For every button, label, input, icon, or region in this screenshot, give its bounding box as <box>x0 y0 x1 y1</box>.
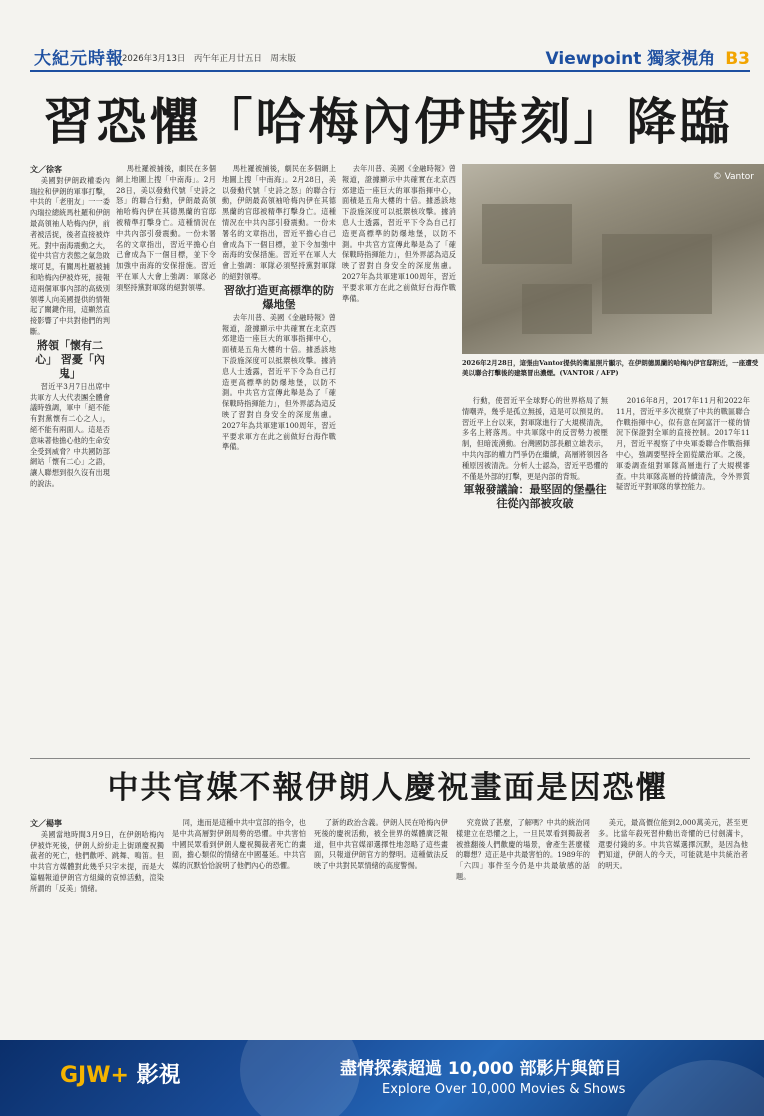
article2-paragraph: 究竟做了甚麼，了解嗎？中共的統治同樣建立在恐懼之上，一旦民眾看到獨裁者被推翻後人們歡慶的場景，會產生甚麼樣的聯想？這正是中共最害怕的。1989年的「六四」事件至今仍是中共最敏感的話題。 <box>456 818 590 881</box>
article2-paragraph: 美國當地時間3月9日，在伊朗哈梅內伊被炸死後，伊朗人紛紛走上街頭慶祝獨裁者的死亡，他們歡呼、跳舞、鳴笛。但中共官方媒體對此幾乎只字未提，而是大篇幅報道伊朗官方組織的哀悼活動，渲染所謂的「反美」情緒。 <box>30 829 164 893</box>
issue-date: 2026年3月13日 丙午年正月廿五日 周末版 <box>122 54 296 64</box>
article2-col4 <box>456 818 590 1032</box>
section-title <box>546 44 750 69</box>
article1-col2 <box>222 164 336 750</box>
photo-credit: © Vantor <box>712 172 754 182</box>
article1-paragraph: 行動，使習近平全球野心的世界格局了無情嘲弄，幾乎是孤立無援，這是可以預見的。習近平上台以來，對軍隊進行了大規模清洗，多名上將落馬。中共軍隊中的反習勢力被壓制，但暗流湧動。台灣國防部長顧立雄表示，中共內部的權力鬥爭仍在繼續，高層將領因各種原因被清洗。分析人士認為，習近平恐懼的不僅是外部的打擊，更是內部的背叛。 <box>462 396 608 481</box>
page-number: B3 <box>725 49 750 69</box>
section-divider <box>30 758 750 759</box>
ad-brand-zh: 影視 <box>136 1063 181 1088</box>
article1-paragraph: 美國對伊朗政權委內瑞拉和伊朗的軍事打擊，中共的「老朋友」一一委內瑞拉總統馬杜羅和伊朗最高領袖人哈梅內伊，前者被活捉，後者直接被炸死。對中南海震動之大，從中共官方表態之氣急敗壞可見，有關馬杜羅被捕和哈梅內伊被炸死，接報這兩個軍事內部的高級別領導人向美國提供的情報起了關鍵作用，這顯然直接影響了中共對他們的判斷。 <box>30 175 110 336</box>
advertisement-banner[interactable] <box>0 1040 764 1116</box>
ad-subtitle: Explore Over 10,000 Movies & Shows <box>382 1082 626 1097</box>
article2-col1 <box>30 818 164 1032</box>
section-en: Viewpoint <box>545 49 642 69</box>
main-headline: 習恐懼「哈梅內伊時刻」降臨 <box>43 93 733 151</box>
article1-paragraph: 習近平3月7日出席中共軍方人大代表團全體會議時強調，軍中「絕不能有對黨懷有二心之人」，絕不能有兩面人。這是否意味著他擔心他的生命安全受到威脅？中共國防部網站「懷有二心」之語，讓人聯想到很久沒有出現的說法。 <box>30 381 110 488</box>
article1-col1b <box>116 164 216 750</box>
article2-col3 <box>314 818 448 1032</box>
article1-paragraph: 馬杜羅被捕後，劇民在多個網上地圖上搜「中南海」。2月28日，美以發動代號「史詩之怒」的聯合行動，伊朗最高領袖哈梅內伊在其德黑蘭的官邸被精準打擊身亡。這種情況在中共內部引發震動。一份未署名的文章指出，習近平擔心自己會成為下一個目標，並下令加強中南海的安保措施。習近平在軍人大會上強調：軍隊必須堅持黨對軍隊的絕對領導。 <box>116 164 216 292</box>
section-zh: 獨家視角 <box>647 49 716 69</box>
article2-paragraph: 了新的政治含義。伊朗人民在哈梅內伊死後的慶祝活動，被全世界的媒體廣泛報道，但中共官媒卻選擇性地忽略了這些畫面，只報道伊朗官方的聲明。這種做法反映了中共對民眾情緒的高度警惕。 <box>314 818 448 871</box>
article1-paragraph: 去年川普、美國《金融時報》曾報道，證據顯示中共確實在北京西郊建造一座巨大的軍事指揮中心，面積是五角大樓的十倍。據悉該地下設施深度可以抵禦核攻擊。據消息人士透露，習近平下令為自己打造更高標準的防爆地堡，以防不測。中共官方宣傳此舉是為了「確保戰時指揮能力」，但外界認為這反映了習對自身安全的深度焦慮。2027年為共軍建軍100周年，習近平要求軍方在此之前做好台海作戰準備。 <box>342 164 456 303</box>
article1-col1 <box>30 164 110 750</box>
article2-byline: 文／楊寧 <box>30 818 62 828</box>
ad-title: 盡情探索超過 10,000 部影片與節目 <box>340 1059 622 1079</box>
satellite-photo <box>462 164 764 354</box>
article1-byline: 文／徐客 <box>30 164 62 174</box>
article1-paragraph: 2016年8月，2017年11月和2022年11月，習近平多次視察了中共的戰區聯合作戰指揮中心，似有意在阿富汗一樣的情況下保證對全軍的直接控制。2017年11月，習近平視察了中央軍委聯合作戰指揮中心，強調要堅持全面從嚴治軍。之後，軍委調查組對軍隊高層進行了大規模審查。中共軍隊高層的持續清洗，令外界質疑習近平對軍隊的掌控能力。 <box>616 396 750 492</box>
article1-col3 <box>342 164 456 750</box>
article1-paragraph: 去年川普、美國《金融時報》曾報道，證據顯示中共確實在北京西郊建造一座巨大的軍事指揮中心，面積是五角大樓的十倍。據悉該地下設施深度可以抵禦核攻擊。據消息人士透露，習近平下令為自己打造更高標準的防爆地堡，以防不測。中共官方宣傳此舉是為了「確保戰時指揮能力」，但外界認為這反映了習對自身安全的深度焦慮。2027年為共軍建軍100周年，習近平要求軍方在此之前做好台海作戰準備。 <box>222 312 336 452</box>
article1-subhead-1: 將領「懷有二心」 習憂「內鬼」 <box>35 338 105 380</box>
ad-brand: GJW+ 影視 <box>60 1063 181 1088</box>
article1-col5 <box>616 396 750 750</box>
second-headline: 中共官媒不報伊朗人慶祝畫面是因恐懼 <box>107 770 669 806</box>
article2-col2 <box>172 818 306 1032</box>
article2-paragraph: 同，進而是這種中共中宣部的指令，也是中共高層對伊朗局勢的恐懼。中共害怕中國民眾看到伊朗人慶祝獨裁者死亡的畫面，擔心類似的情緒在中國蔓延。中共官媒的沉默恰恰說明了他們內心的恐懼。 <box>172 818 306 871</box>
article2-paragraph: 美元，最高價位能到2,000萬美元，甚至更多。比當年殺死習仲勳出奇懼的已付劍滿卡，還要付錢的多。中共官媒選擇沉默，是因為他們知道，伊朗人的今天，可能就是中共統治者的明天。 <box>598 818 748 871</box>
article1-col4 <box>462 396 608 750</box>
newspaper-logo: 大紀元時報 <box>34 49 124 69</box>
page-header <box>0 0 764 78</box>
article1-subhead-3: 軍報發議論：最堅固的堡壘往往從內部被攻破 <box>463 483 607 511</box>
article2-col5 <box>598 818 748 1032</box>
article1-paragraph: 馬杜羅被捕後，劇民在多個網上地圖上搜「中南海」。2月28日，美以發動代號「史詩之怒」的聯合行動，伊朗最高領袖哈梅內伊在其德黑蘭的官邸被精準打擊身亡。這種情況在中共內部引發震動。一份未署名的文章指出，習近平擔心自己會成為下一個目標，並下令加強中南海的安保措施。習近平在軍人大會上強調：軍隊必須堅持黨對軍隊的絕對領導。 <box>222 164 336 281</box>
photo-caption: 2026年2月28日，這張由Vantor提供的衛星照片顯示，在伊朗德黑蘭的哈梅內伊官邸附近，一座遭受美以聯合打擊後的建築冒出濃煙。(VANTOR / AFP) <box>462 359 759 377</box>
header-rule <box>30 70 750 72</box>
article1-subhead-2: 習欲打造更高標準的防爆地堡 <box>224 283 334 311</box>
